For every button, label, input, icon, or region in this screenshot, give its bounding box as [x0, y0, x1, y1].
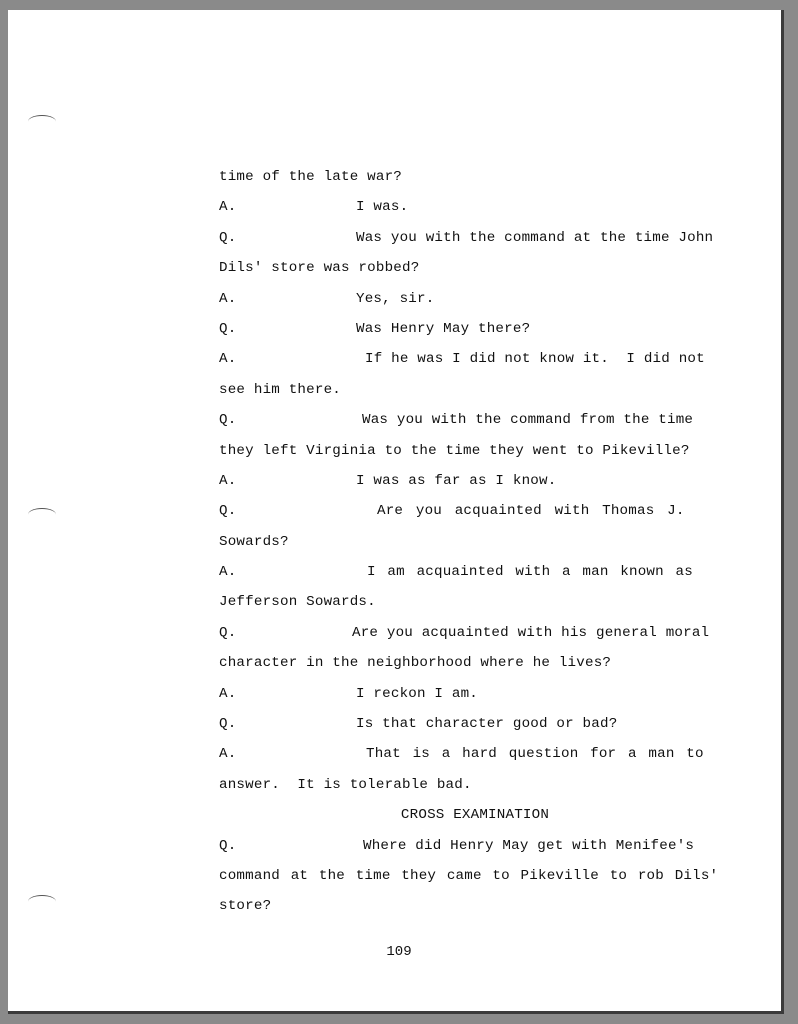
- punch-hole-mark: [28, 508, 56, 521]
- answer-text: I am acquainted with a man known as: [367, 564, 693, 581]
- question-text: Was Henry May there?: [356, 320, 531, 337]
- text-line: time of the late war?: [219, 169, 402, 185]
- speaker-tag: A.: [219, 199, 237, 216]
- speaker-tag: A.: [219, 564, 237, 581]
- speaker-tag: A.: [219, 351, 237, 368]
- answer-text: That is a hard question for a man to: [366, 746, 704, 763]
- text-line: Jefferson Sowards.: [219, 594, 376, 611]
- page-number: 109: [386, 944, 412, 960]
- text-line: they left Virginia to the time they went to Pikeville?: [219, 442, 690, 459]
- text-line: character in the neighborhood where he lives?: [219, 655, 612, 672]
- answer-text: I was.: [356, 199, 409, 216]
- question-text: Was you with the command at the time John: [356, 229, 714, 246]
- speaker-tag: Q.: [219, 624, 237, 641]
- answer-text: Yes, sir.: [356, 290, 435, 307]
- text-line: see him there.: [219, 381, 341, 398]
- question-text: Are you acquainted with his general moral: [352, 624, 710, 641]
- document-page: [8, 10, 784, 1014]
- answer-text: I reckon I am.: [356, 685, 478, 702]
- speaker-tag: A.: [219, 290, 237, 307]
- speaker-tag: Q.: [219, 716, 237, 733]
- speaker-tag: A.: [219, 685, 237, 702]
- question-text: Are you acquainted with Thomas J.: [377, 503, 685, 520]
- speaker-tag: Q.: [219, 320, 237, 337]
- speaker-tag: A.: [219, 472, 237, 489]
- question-text: Is that character good or bad?: [356, 716, 618, 733]
- punch-hole-mark: [28, 115, 56, 128]
- speaker-tag: A.: [219, 746, 237, 763]
- question-text: Was you with the command from the time: [362, 412, 694, 429]
- speaker-tag: Q.: [219, 412, 237, 429]
- text-line: store?: [219, 898, 272, 915]
- answer-text: I was as far as I know.: [356, 472, 557, 489]
- question-text: Where did Henry May get with Menifee's: [363, 837, 695, 854]
- speaker-tag: Q.: [219, 503, 237, 520]
- speaker-tag: Q.: [219, 229, 237, 246]
- answer-text: If he was I did not know it. I did not: [365, 351, 705, 368]
- text-line: command at the time they came to Pikeville to rob Dils': [219, 867, 719, 884]
- text-line: Sowards?: [219, 533, 289, 550]
- punch-hole-mark: [28, 895, 56, 908]
- transcript-body: [219, 162, 731, 922]
- section-heading: CROSS EXAMINATION: [400, 807, 550, 824]
- text-line: answer. It is tolerable bad.: [219, 776, 472, 793]
- text-line: Dils' store was robbed?: [219, 260, 420, 277]
- speaker-tag: Q.: [219, 837, 237, 854]
